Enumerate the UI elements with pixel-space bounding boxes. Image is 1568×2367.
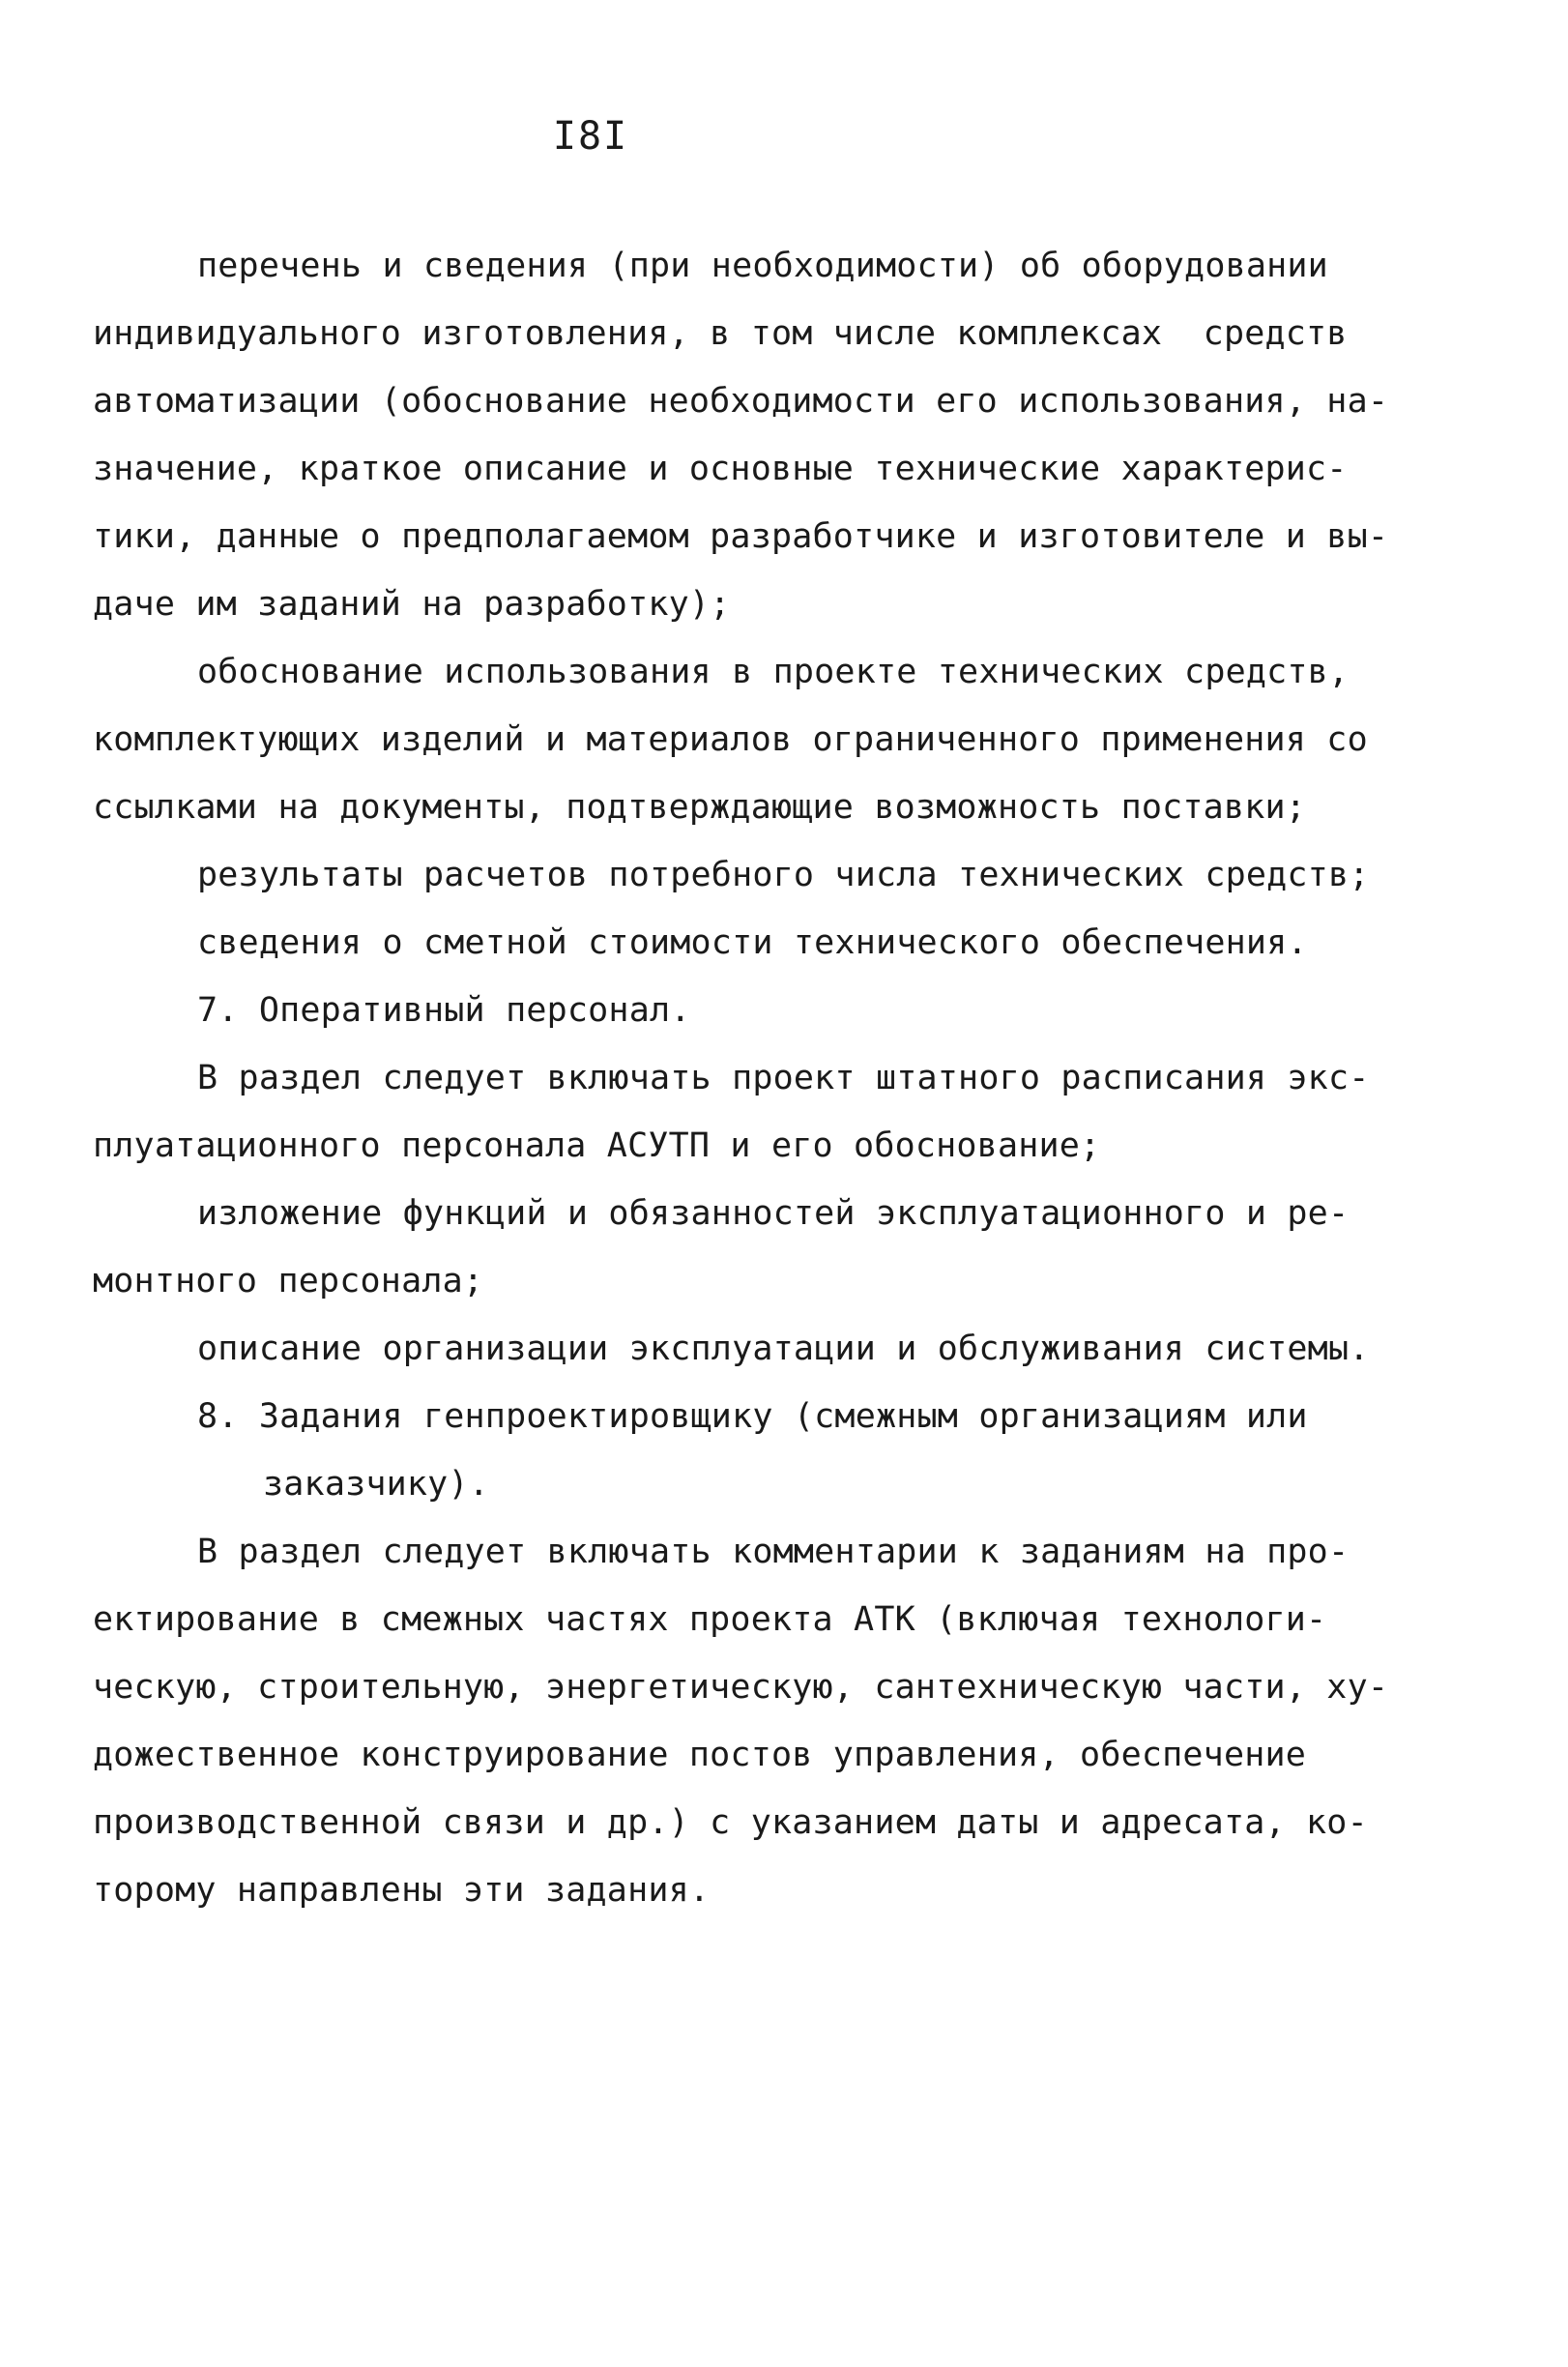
section-heading: 8. Задания генпроектировщику (смежным организациям или bbox=[197, 1397, 1308, 1436]
text-line: комплектующих изделий и материалов ограниченного применения со bbox=[93, 720, 1368, 759]
text-line: описание организации эксплуатации и обслуживания системы. bbox=[197, 1330, 1370, 1368]
text-line: В раздел следует включать комментарии к заданиям на про- bbox=[197, 1533, 1350, 1571]
text-line: автоматизации (обоснование необходимости его использования, на- bbox=[93, 382, 1389, 421]
page-number: I8I bbox=[552, 114, 629, 159]
text-line: ектирование в смежных частях проекта АТК (включая технологи- bbox=[93, 1600, 1327, 1639]
text-line: значение, краткое описание и основные технические характерис- bbox=[93, 450, 1348, 488]
text-line: индивидуального изготовления, в том числе комплексах средств bbox=[93, 314, 1348, 353]
text-line: изложение функций и обязанностей эксплуатационного и ре- bbox=[197, 1194, 1350, 1233]
text-line: плуатационного персонала АСУТП и его обоснование; bbox=[93, 1126, 1101, 1165]
text-line: ческую, строительную, энергетическую, сантехническую части, ху- bbox=[93, 1668, 1389, 1707]
text-line: сведения о сметной стоимости технического обеспечения. bbox=[197, 923, 1308, 962]
section-heading: заказчику). bbox=[263, 1465, 489, 1504]
text-line: ссылками на документы, подтверждающие возможность поставки; bbox=[93, 788, 1307, 827]
text-line: перечень и сведения (при необходимости) об оборудовании bbox=[197, 247, 1328, 285]
text-line: торому направлены эти задания. bbox=[93, 1871, 711, 1910]
text-line: дожественное конструирование постов управления, обеспечение bbox=[93, 1736, 1307, 1774]
text-line: тики, данные о предполагаемом разработчике и изготовителе и вы- bbox=[93, 517, 1389, 556]
section-heading: 7. Оперативный персонал. bbox=[197, 991, 691, 1030]
body-text bbox=[93, 232, 1446, 1924]
text-line: В раздел следует включать проект штатного расписания экс- bbox=[197, 1059, 1370, 1097]
text-line: обоснование использования в проекте технических средств, bbox=[197, 653, 1350, 691]
text-line: производственной связи и др.) с указанием даты и адресата, ко- bbox=[93, 1803, 1368, 1842]
text-line: результаты расчетов потребного числа технических средств; bbox=[197, 856, 1370, 894]
text-line: монтного персонала; bbox=[93, 1262, 484, 1300]
text-line: даче им заданий на разработку); bbox=[93, 585, 731, 624]
